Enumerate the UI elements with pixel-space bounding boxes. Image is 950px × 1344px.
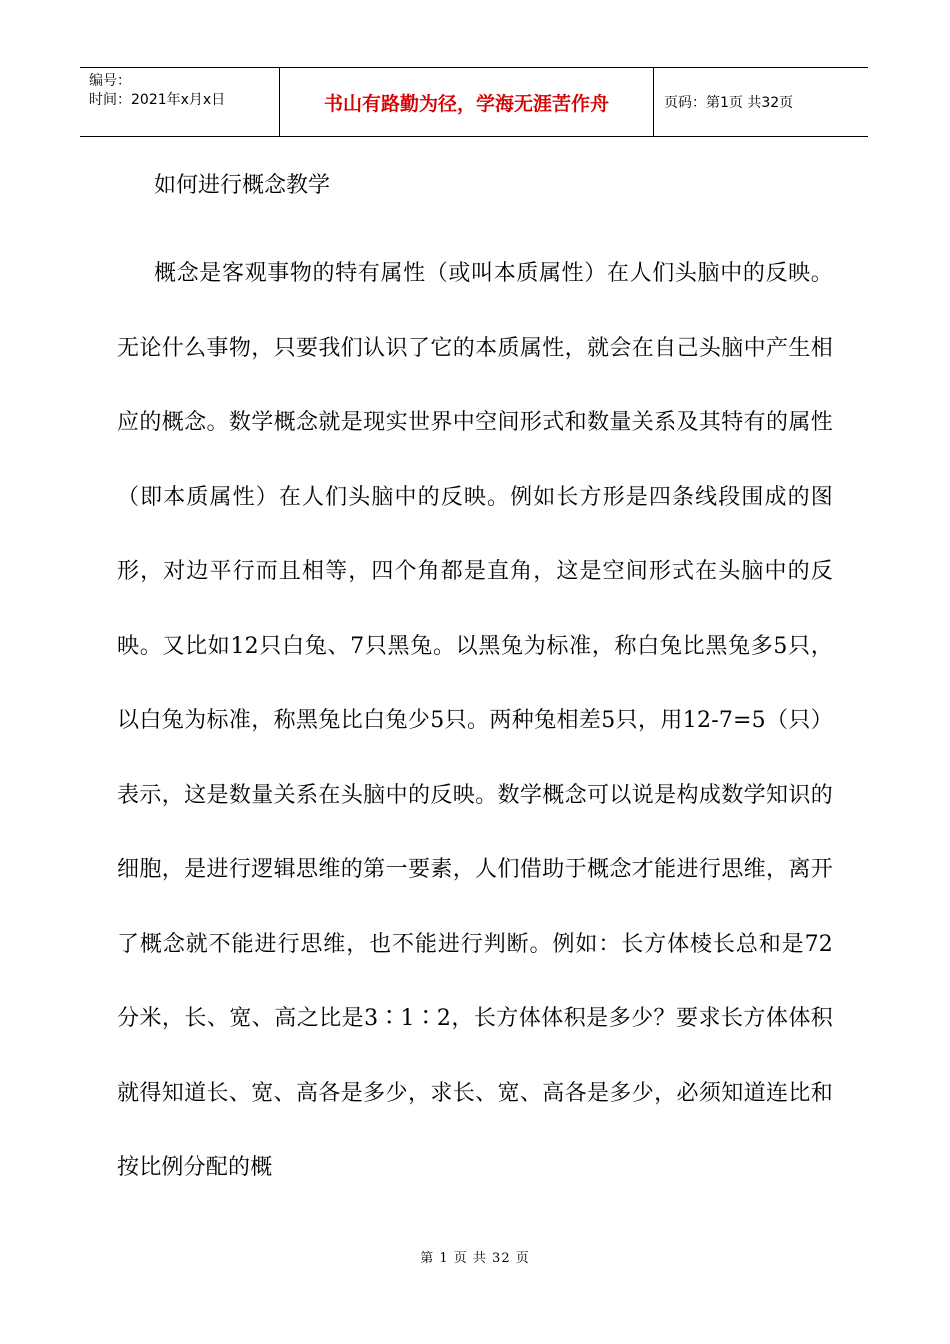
body-paragraph: 概念是客观事物的特有属性（或叫本质属性）在人们头脑中的反映。无论什么事物，只要我们认识了它的本质属性，就会在自己头脑中产生相应的概念。数学概念就是现实世界中空间形式和数量关系及其特有的属性（即本质属性）在人们头脑中的反映。例如长方形是四条线段围成的图形，对边平行而且相等，四个角都是直角，这是空间形式在头脑中的反映。又比如12只白兔、7只黑兔。以黑兔为标准，称白兔比黑兔多5只，以白兔为标准，称黑兔比白兔少5只。两种兔相差5只，用12-7=5（只）表示，这是数量关系在头脑中的反映。数学概念可以说是构成数学知识的细胞，是进行逻辑思维的第一要素，人们借助于概念才能进行思维，离开了概念就不能进行思维，也不能进行判断。例如：长方体棱长总和是72分米，长、宽、高之比是3∶1∶2，长方体体积是多少？要求长方体体积就得知道长、宽、高各是多少，求长、宽、高各是多少，必须知道连比和按比例分配的概 (117, 261, 833, 1180)
number-label: 编号： (89, 73, 131, 89)
page-footer: 第 1 页 共 32 页 (420, 1251, 530, 1266)
document-body (117, 166, 833, 1206)
document-title: 如何进行概念教学 (154, 173, 331, 198)
header-meta (80, 68, 280, 136)
page-info-text: 页码：第1页 共32页 (664, 95, 794, 111)
page-header (80, 67, 868, 137)
motto-text: 书山有路勤为径，学海无涯苦作舟 (323, 92, 609, 115)
date-label: 时间：2021年x月x日 (89, 92, 226, 108)
header-motto (280, 68, 654, 136)
header-page-info (654, 68, 868, 136)
